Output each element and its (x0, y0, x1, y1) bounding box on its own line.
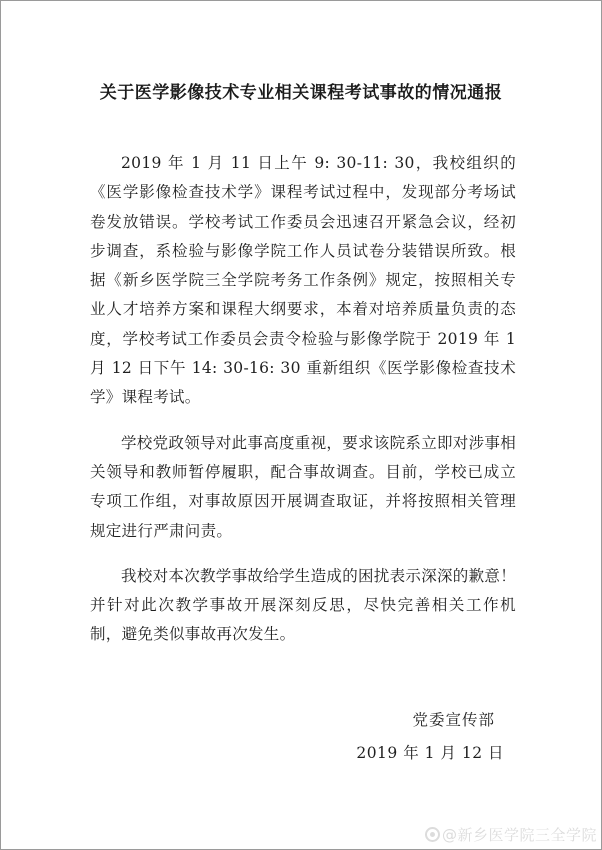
document-title: 关于医学影像技术专业相关课程考试事故的情况通报 (99, 83, 503, 103)
document-body (90, 149, 516, 650)
watermark-text: @新乡医学院三全学院 (441, 826, 597, 844)
signature-department: 党委宣传部 (412, 711, 495, 729)
signature-date: 2019 年 1 月 12 日 (356, 744, 504, 762)
weibo-icon (425, 827, 440, 842)
paragraph-1: 2019 年 1 月 11 日上午 9: 30-11: 30，我校组织的《医学影像检查技术学》课程考试过程中，发现部分考场试卷发放错误。学校考试工作委员会迅速召开紧急会议，经初步调查，系检验与影像学院工作人员试卷分装错误所致。根据《新乡医学院三全学院考务工作条例》规定，按照相关专业人才培养方案和课程大纲要求，本着对培养质量负责的态度，学校考试工作委员会责令检验与影像学院于 2019 年 1 月 12 日下午 14: 30-16: 30 重新组织《医学影像检查技术学》课程考试。 (90, 154, 516, 407)
paragraph-2: 学校党政领导对此事高度重视，要求该院系立即对涉事相关领导和教师暂停履职，配合事故调查。目前，学校已成立专项工作组，对事故原因开展调查取证，并将按照相关管理规定进行严肃问责。 (90, 433, 517, 540)
paragraph-3: 我校对本次教学事故给学生造成的困扰表示深深的歉意！并针对此次教学事故开展深刻反思，尽快完善相关工作机制，避免类似事故再次发生。 (90, 566, 517, 644)
watermark (425, 824, 597, 845)
